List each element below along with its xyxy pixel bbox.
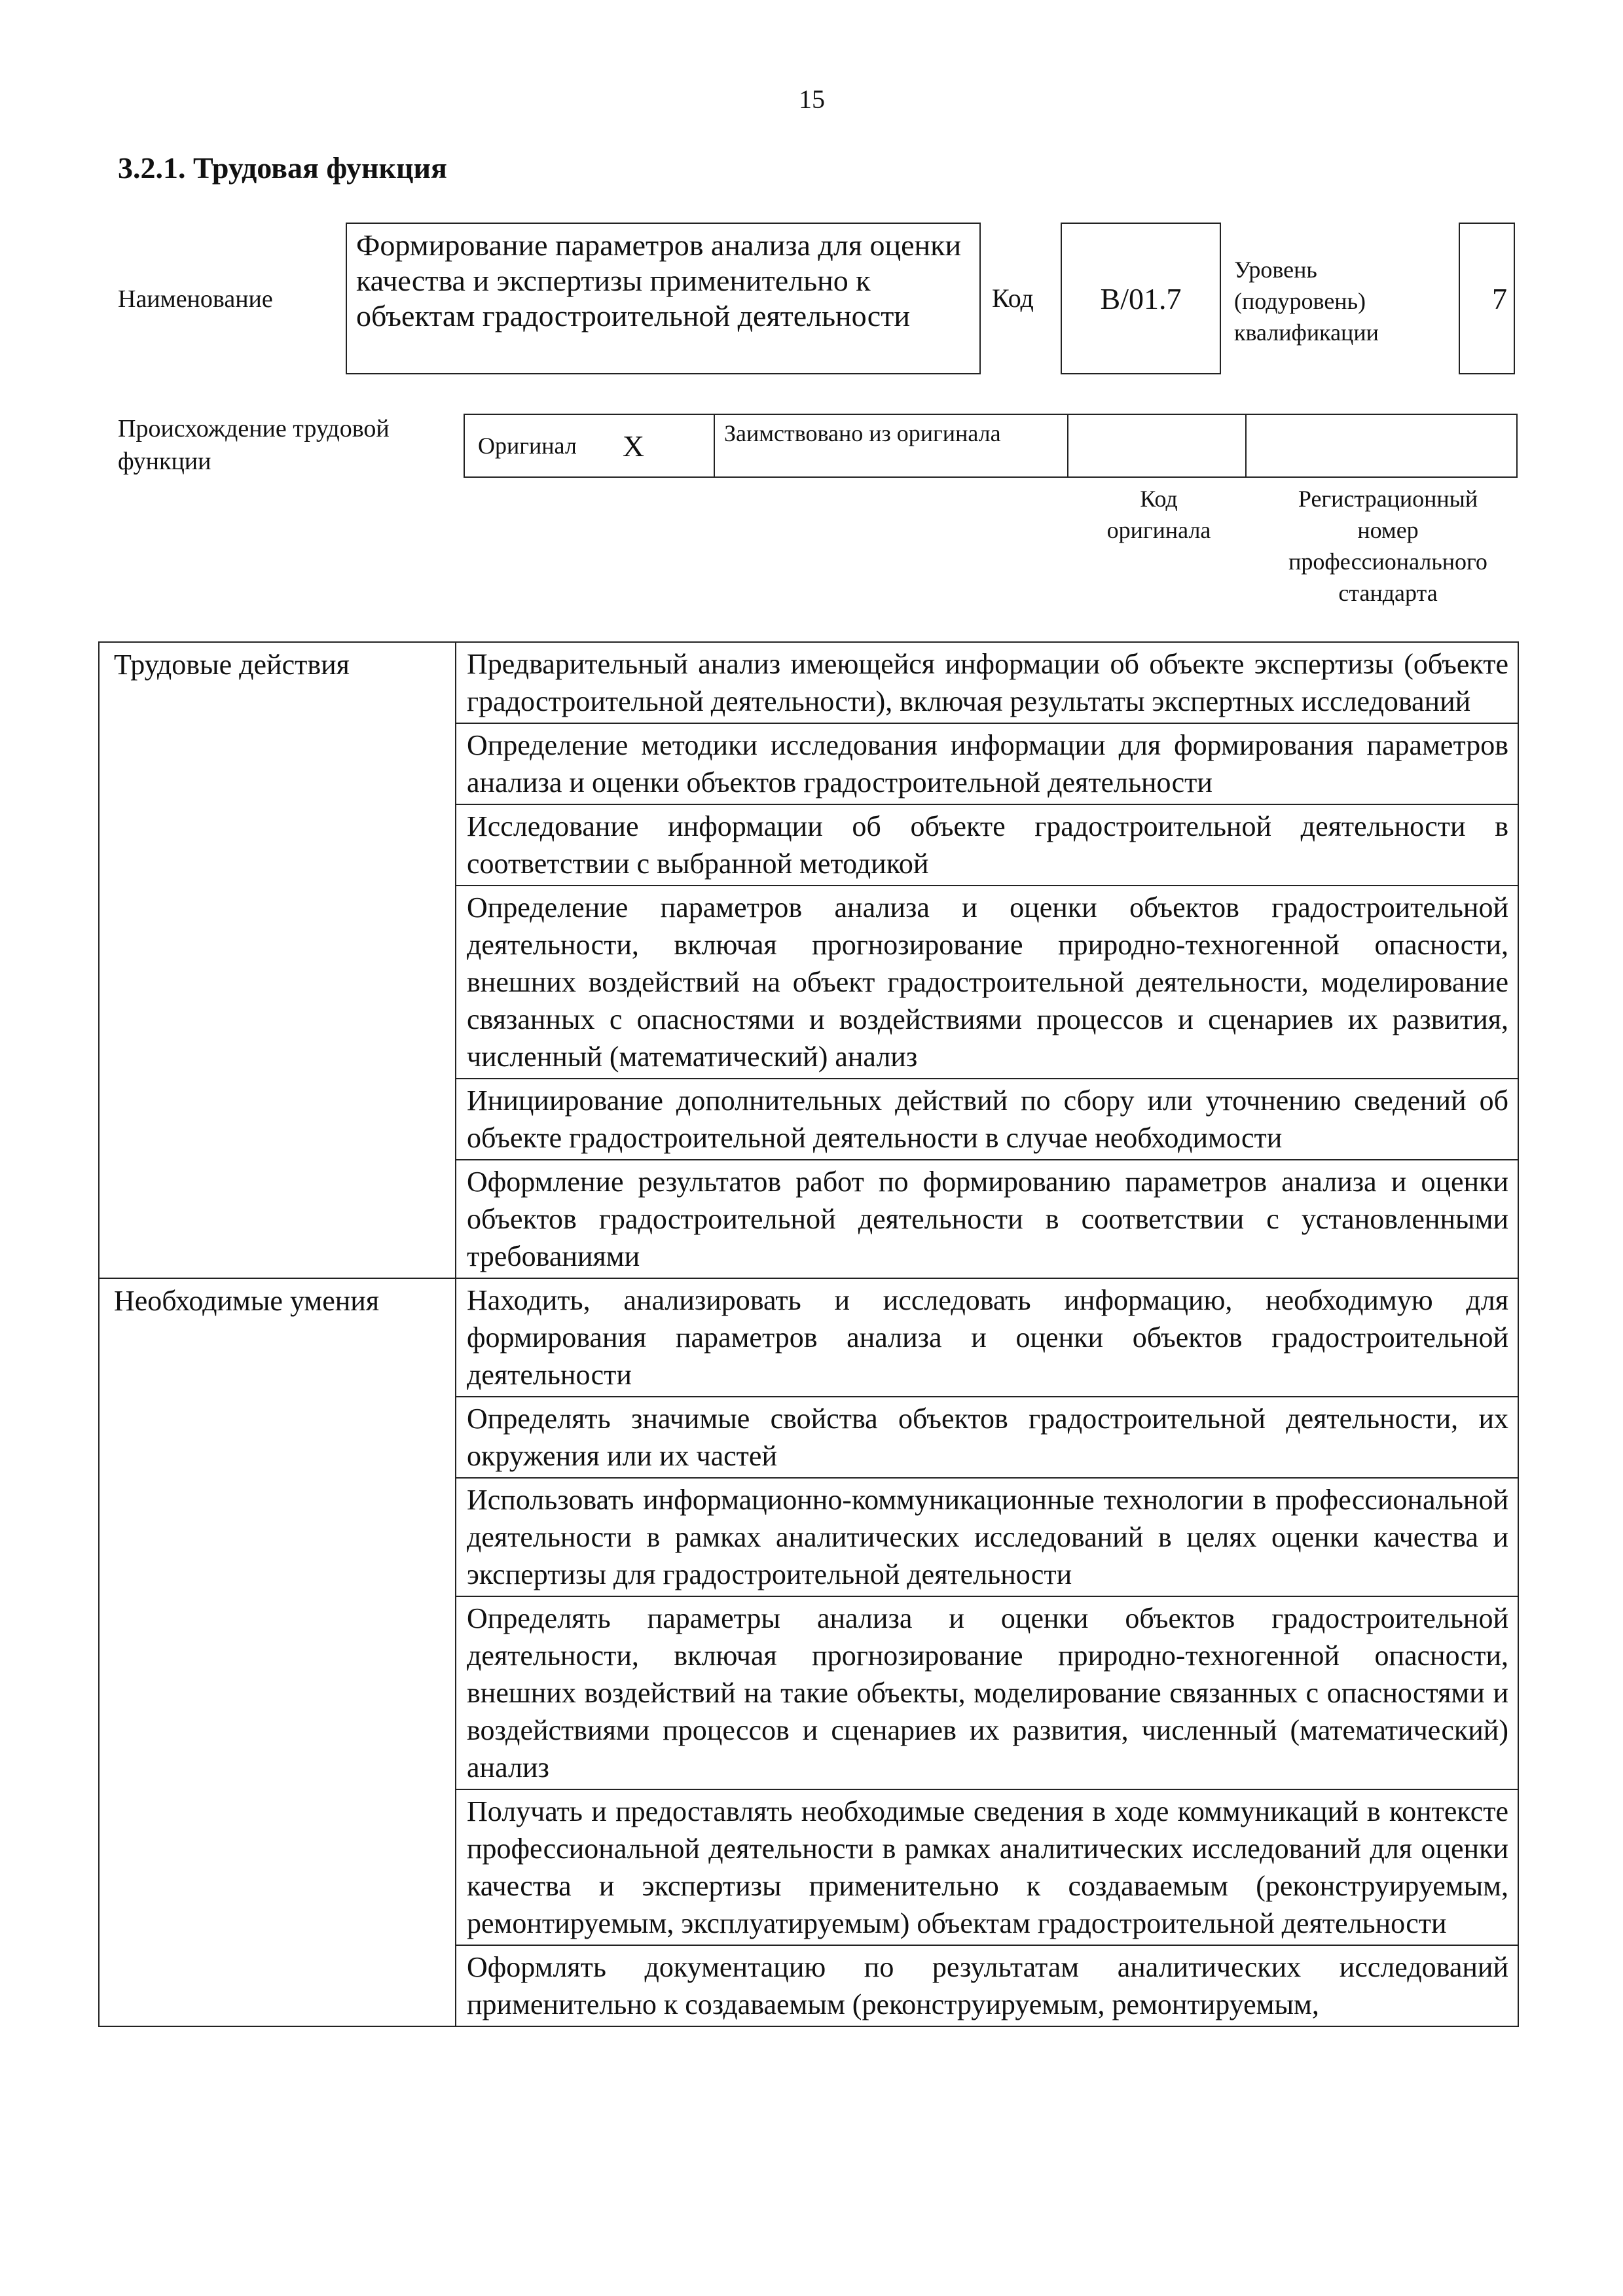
labor-action-item: Исследование информации об объекте градостроительной деятельности в соответствии с выбранной методикой <box>456 805 1518 886</box>
reg-caption-line3: профессионального <box>1288 548 1487 575</box>
labor-actions-group <box>100 643 1518 1279</box>
reg-caption-line2: номер <box>1357 517 1419 543</box>
labor-action-item: Предварительный анализ имеющейся информации об объекте экспертизы (объекте градостроительной деятельности), включая результаты экспертных исследований <box>456 643 1518 724</box>
origin-label: Происхождение трудовой функции <box>118 415 390 475</box>
function-name-box <box>346 223 981 374</box>
name-label: Наименование <box>118 285 273 313</box>
labor-action-item: Инициирование дополнительных действий по сбору или уточнению сведений об объекте градостроительной деятельности в случае необходимости <box>456 1079 1518 1160</box>
qualification-level-label <box>1234 254 1379 348</box>
skill-item: Определять параметры анализа и оценки объектов градостроительной деятельности, включая прогнозирование природно-техногенной опасности, внешних воздействий на такие объекты, моделирование связанных с опасностями и воздействиями процессов и сценариев их развития, численный (математический) анализ <box>456 1597 1518 1790</box>
required-skills-label: Необходимые умения <box>100 1279 456 2026</box>
level-value: 7 <box>1492 281 1507 315</box>
labor-action-item: Определение методики исследования информации для формирования параметров анализа и оценки объектов градостроительной деятельности <box>456 724 1518 805</box>
level-box <box>1459 223 1515 374</box>
code-value: B/01.7 <box>1100 281 1182 315</box>
origin-reg-number-cell <box>1247 415 1516 476</box>
section-title: 3.2.1. Трудовая функция <box>118 151 447 185</box>
borrowed-label: Заимствовано из оригинала <box>724 420 1001 446</box>
skill-item: Получать и предоставлять необходимые сведения в ходе коммуникаций в контексте профессиональной деятельности в рамках аналитических исследований для оценки качества и экспертизы применительно к создаваемым (реконструируемым, ремонтируемым, эксплуатируемым) объектам градостроительной деятельности <box>456 1790 1518 1946</box>
reg-caption-line4: стандарта <box>1338 580 1438 606</box>
skill-item: Определять значимые свойства объектов градостроительной деятельности, их окружения или их частей <box>456 1397 1518 1479</box>
labor-action-item: Оформление результатов работ по формированию параметров анализа и оценки объектов градостроительной деятельности в соответствии с установленными требованиями <box>467 1166 1508 1272</box>
origin-table <box>464 414 1518 478</box>
original-label: Оригинал <box>478 433 577 459</box>
required-skills-group <box>100 1279 1518 2026</box>
level-label-line1: Уровень <box>1234 257 1317 283</box>
function-name-value: Формирование параметров анализа для оценки качества и экспертизы применительно к объектам градостроительной деятельности <box>356 228 962 332</box>
level-label-line2: (подуровень) <box>1234 288 1366 314</box>
original-code-caption <box>1074 483 1244 546</box>
reg-caption-line1: Регистрационный <box>1298 486 1478 512</box>
labor-action-item: Определение параметров анализа и оценки объектов градостроительной деятельности, включая прогнозирование природно-техногенной опасности, внешних воздействий на объект градостроительной деятельности, моделирование связанных с опасностями и воздействиями процессов и сценариев их развития, численный (математический) анализ <box>456 886 1518 1079</box>
reg-number-caption <box>1264 483 1512 609</box>
origin-borrowed-cell <box>715 415 1068 476</box>
original-mark: X <box>622 429 645 463</box>
level-label-line3: квалификации <box>1234 319 1379 346</box>
page-number: 15 <box>799 84 825 114</box>
skill-item: Использовать информационно-коммуникационные технологии в профессиональной деятельности в рамках аналитических исследований в целях оценки качества и экспертизы для градостроительной деятельности <box>456 1479 1518 1597</box>
code-box <box>1061 223 1221 374</box>
function-details-table <box>98 641 1519 2027</box>
origin-original-cell <box>465 415 715 476</box>
skill-item: Оформлять документацию по результатам аналитических исследований применительно к создаваемым (реконструируемым, ремонтируемым, <box>467 1951 1508 2020</box>
origin-code-cell <box>1068 415 1247 476</box>
skill-item: Находить, анализировать и исследовать информацию, необходимую для формирования параметров анализа и оценки объектов градостроительной деятельности <box>456 1279 1518 1397</box>
code-label: Код <box>992 283 1034 313</box>
labor-actions-label: Трудовые действия <box>100 643 456 1278</box>
code-caption-line1: Код <box>1140 486 1178 512</box>
code-caption-line2: оригинала <box>1106 517 1211 543</box>
